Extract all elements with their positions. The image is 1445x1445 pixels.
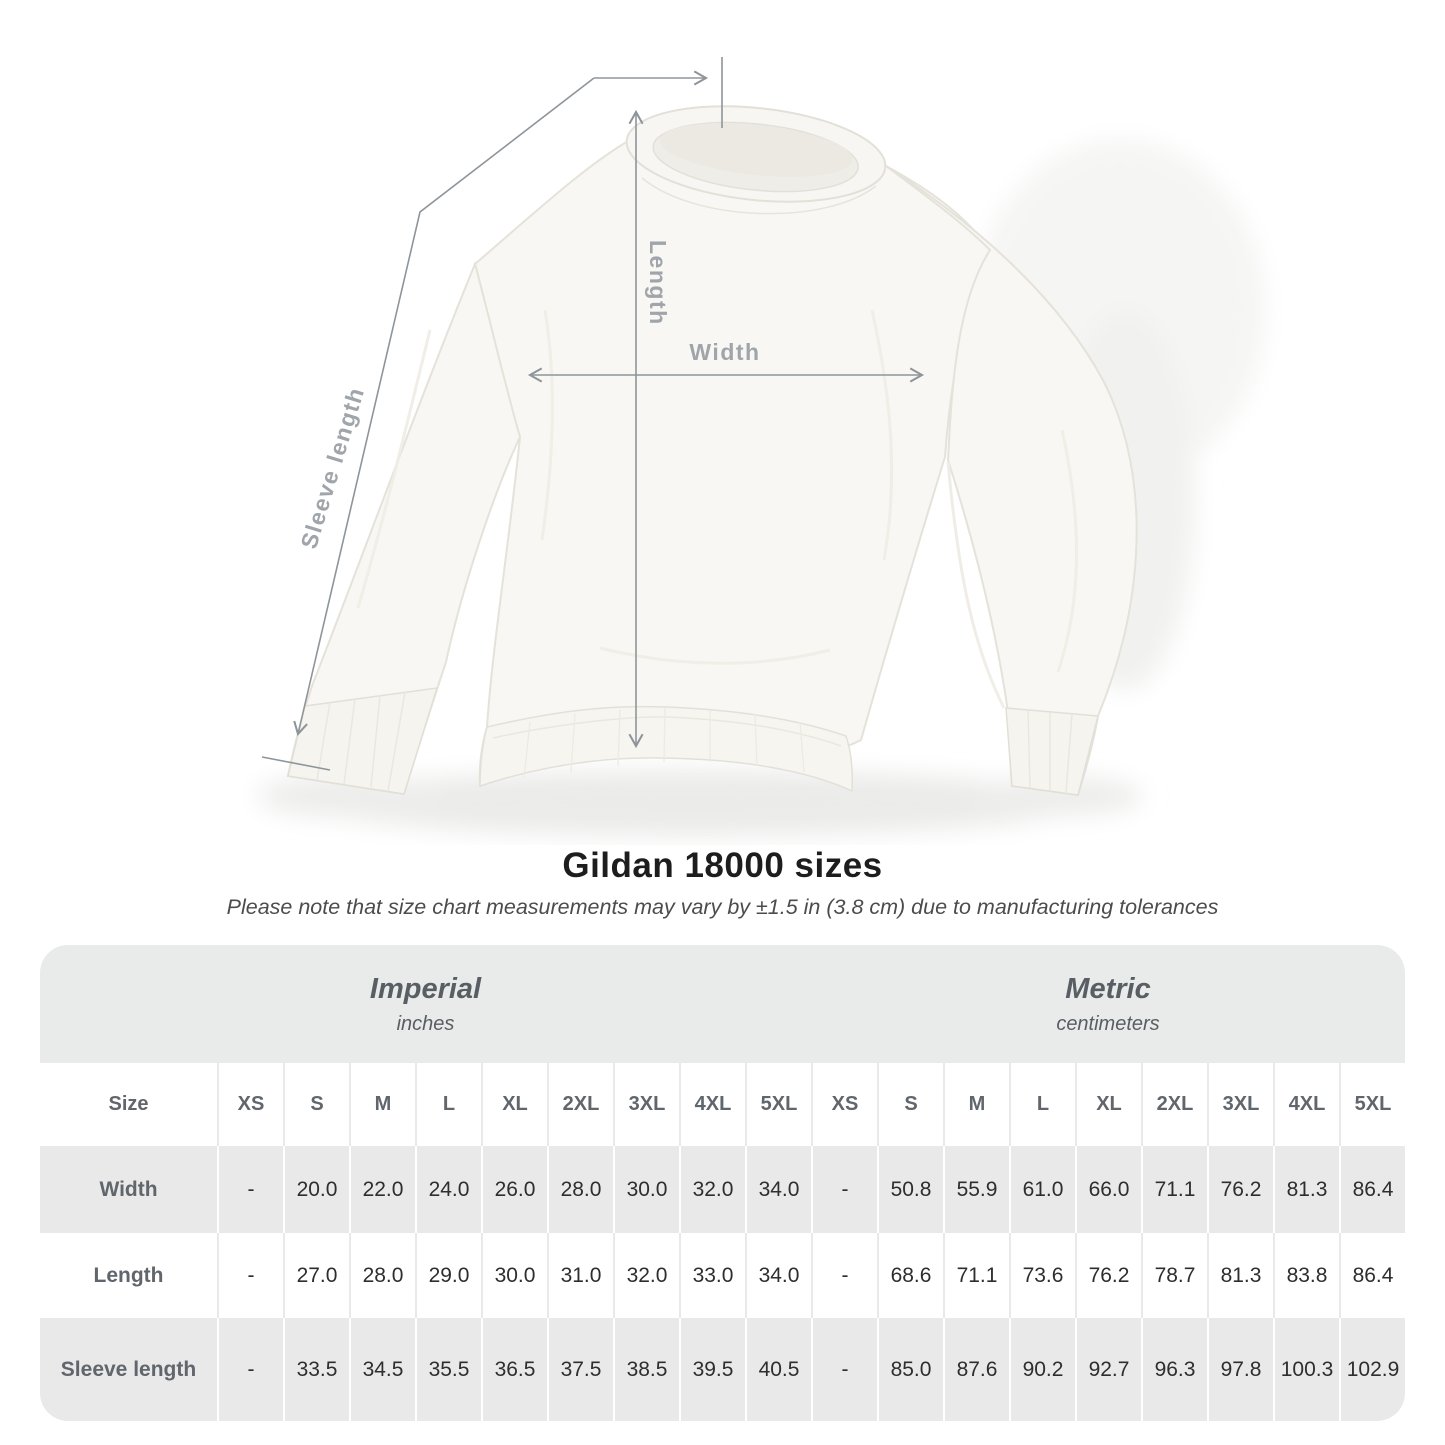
value-cell: 92.7	[1075, 1318, 1141, 1421]
value-cell: 97.8	[1207, 1318, 1273, 1421]
size-header-cell: XL	[481, 1063, 547, 1146]
size-header-cell: 3XL	[613, 1063, 679, 1146]
value-cell: 71.1	[1141, 1146, 1207, 1233]
value-cell: 86.4	[1339, 1146, 1405, 1233]
value-cell: 55.9	[943, 1146, 1009, 1233]
sleeve-length-measure-label: Sleeve length	[295, 383, 370, 552]
size-header-cell: S	[283, 1063, 349, 1146]
value-cell: -	[217, 1233, 283, 1318]
value-cell: -	[811, 1146, 877, 1233]
value-cell: 73.6	[1009, 1233, 1075, 1318]
size-header-cell: 2XL	[547, 1063, 613, 1146]
sweatshirt-body	[475, 140, 990, 786]
value-cell: 38.5	[613, 1318, 679, 1421]
value-cell: 81.3	[1273, 1146, 1339, 1233]
value-cell: 39.5	[679, 1318, 745, 1421]
value-cell: 37.5	[547, 1318, 613, 1421]
value-cell: 86.4	[1339, 1233, 1405, 1318]
imperial-unit-label: inches	[396, 1012, 455, 1035]
value-cell: 27.0	[283, 1233, 349, 1318]
value-cell: 34.0	[745, 1146, 811, 1233]
size-header-cell: 4XL	[679, 1063, 745, 1146]
value-cell: 33.0	[679, 1233, 745, 1318]
row-label-length: Length	[40, 1233, 217, 1318]
value-cell: 76.2	[1207, 1146, 1273, 1233]
size-header-cell: S	[877, 1063, 943, 1146]
value-cell: 22.0	[349, 1146, 415, 1233]
size-column-header: Size	[40, 1063, 217, 1146]
tolerance-note: Please note that size chart measurements may vary by ±1.5 in (3.8 cm) due to manufacturing tolerances	[226, 895, 1219, 919]
value-cell: 24.0	[415, 1146, 481, 1233]
value-cell: 83.8	[1273, 1233, 1339, 1318]
value-cell: 102.9	[1339, 1318, 1405, 1421]
value-cell: 26.0	[481, 1146, 547, 1233]
value-cell: 28.0	[349, 1233, 415, 1318]
size-header-cell: XL	[1075, 1063, 1141, 1146]
value-cell: -	[811, 1233, 877, 1318]
value-cell: 35.5	[415, 1318, 481, 1421]
unit-band-metric	[811, 945, 1405, 1063]
size-header-cell: M	[349, 1063, 415, 1146]
value-cell: 66.0	[1075, 1146, 1141, 1233]
row-label-sleeve-length: Sleeve length	[40, 1318, 217, 1421]
value-cell: -	[811, 1318, 877, 1421]
size-header-cell: 5XL	[745, 1063, 811, 1146]
page-title: Gildan 18000 sizes	[562, 846, 883, 885]
value-cell: 33.5	[283, 1318, 349, 1421]
value-cell: 40.5	[745, 1318, 811, 1421]
metric-label: Metric	[1065, 972, 1151, 1005]
size-header-cell: 4XL	[1273, 1063, 1339, 1146]
value-cell: 30.0	[481, 1233, 547, 1318]
value-cell: 32.0	[613, 1233, 679, 1318]
value-cell: 34.5	[349, 1318, 415, 1421]
value-cell: 76.2	[1075, 1233, 1141, 1318]
size-header-cell: L	[415, 1063, 481, 1146]
value-cell: 78.7	[1141, 1233, 1207, 1318]
value-cell: 85.0	[877, 1318, 943, 1421]
value-cell: 36.5	[481, 1318, 547, 1421]
size-header-cell: 2XL	[1141, 1063, 1207, 1146]
value-cell: 34.0	[745, 1233, 811, 1318]
size-header-cell: XS	[217, 1063, 283, 1146]
value-cell: 61.0	[1009, 1146, 1075, 1233]
size-header-cell: L	[1009, 1063, 1075, 1146]
value-cell: 96.3	[1141, 1318, 1207, 1421]
row-label-width: Width	[40, 1146, 217, 1233]
value-cell: 68.6	[877, 1233, 943, 1318]
value-cell: -	[217, 1318, 283, 1421]
value-cell: 71.1	[943, 1233, 1009, 1318]
unit-band-imperial	[40, 945, 811, 1063]
value-cell: 100.3	[1273, 1318, 1339, 1421]
value-cell: 20.0	[283, 1146, 349, 1233]
metric-unit-label: centimeters	[1056, 1012, 1160, 1035]
value-cell: -	[217, 1146, 283, 1233]
value-cell: 90.2	[1009, 1318, 1075, 1421]
value-cell: 28.0	[547, 1146, 613, 1233]
value-cell: 50.8	[877, 1146, 943, 1233]
width-measure-label: Width	[689, 339, 761, 365]
value-cell: 31.0	[547, 1233, 613, 1318]
value-cell: 32.0	[679, 1146, 745, 1233]
size-chart-table	[40, 945, 1405, 1421]
value-cell: 30.0	[613, 1146, 679, 1233]
value-cell: 87.6	[943, 1318, 1009, 1421]
size-header-cell: 3XL	[1207, 1063, 1273, 1146]
value-cell: 29.0	[415, 1233, 481, 1318]
imperial-label: Imperial	[369, 972, 482, 1005]
size-header-cell: XS	[811, 1063, 877, 1146]
value-cell: 81.3	[1207, 1233, 1273, 1318]
length-measure-label: Length	[645, 240, 671, 326]
size-header-cell: 5XL	[1339, 1063, 1405, 1146]
size-header-cell: M	[943, 1063, 1009, 1146]
